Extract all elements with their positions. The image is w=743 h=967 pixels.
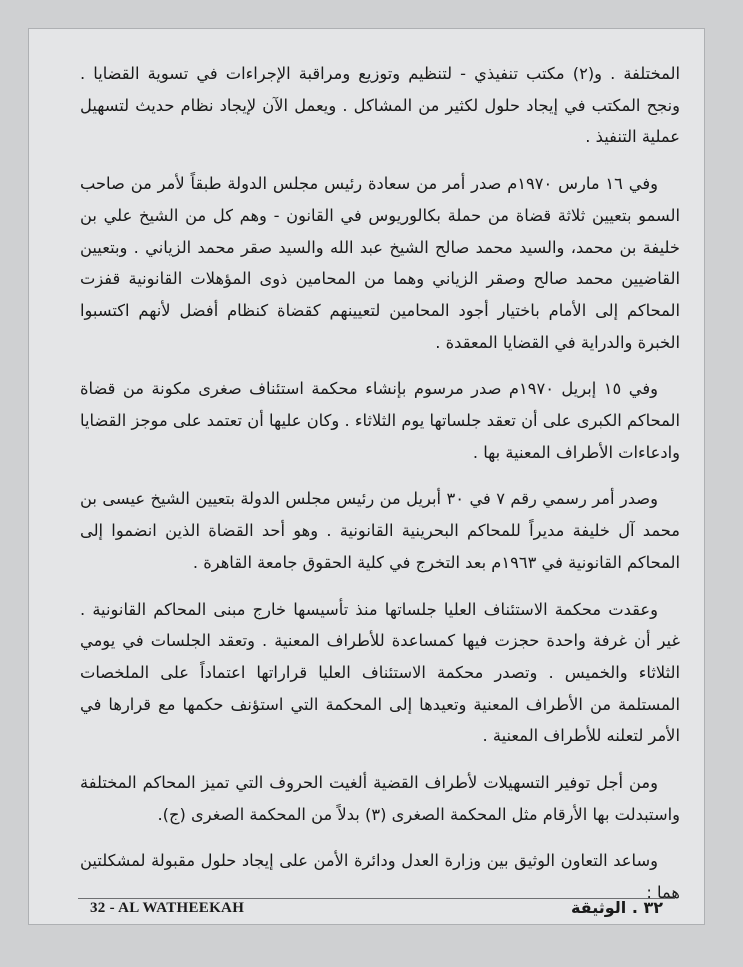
folio-english: 32 - AL WATHEEKAH	[90, 900, 245, 916]
paragraph-2: وفي ١٦ مارس ١٩٧٠م صدر أمر من سعادة رئيس مجلس الدولة طبقاً لأمر من صاحب السمو بتعيين ثلاثة قضاة من حملة بكالوريوس في القانون - وهم كل من الشيخ علي بن خليفة بن محمد، والسيد محمد صالح الشيخ عبد الله والسيد صقر محمد الزياني . وبتعيين القاضيين محمد صالح وصقر الزياني وهما من المحامين ذوى المؤهلات القانونية قفزت المحاكم إلى الأمام باختيار أجود المحامين لتعيينهم كقضاة كنظام أفضل لأنهم اكتسبوا الخبرة والدراية في القضايا المعقدة .	[80, 174, 680, 352]
page-footer	[28, 898, 705, 925]
paragraph-1: المختلفة . و(٢) مكتب تنفيذي - لتنظيم وتوزيع ومراقبة الإجراءات في تسوية القضايا . ونجح المكتب في إيجاد حلول لكثير من المشاكل . ويعمل الآن لإيجاد نظام حديث لتسهيل عملية التنفيذ .	[80, 64, 680, 147]
paragraph-3: وفي ١٥ إبريل ١٩٧٠م صدر مرسوم بإنشاء محكمة استئناف صغرى مكونة من قضاة المحاكم الكبرى على أن تعقد جلساتها يوم الثلاثاء . وكان عليها أن تعتمد على موجز القضايا وادعاءات الأطراف المعنية بها .	[80, 379, 680, 462]
paragraph-7: وساعد التعاون الوثيق بين وزارة العدل ودائرة الأمن على إيجاد حلول مقبولة لمشكلتين هما :	[80, 851, 680, 903]
paragraph-6: ومن أجل توفير التسهيلات لأطراف القضية ألغيت الحروف التي تميز المحاكم المختلفة واستبدلت بها الأرقام مثل المحكمة الصغرى (٣) بدلاً من المحكمة الصغرى (ج).	[80, 773, 680, 824]
paragraph-4: وصدر أمر رسمي رقم ٧ في ٣٠ أبريل من رئيس مجلس الدولة بتعيين الشيخ عيسى بن محمد آل خليفة مديراً للمحاكم البحرينية القانونية . وهو أحد القضاة الذين انضموا إلى المحاكم القانونية في ١٩٦٣م بعد التخرج في كلية الحقوق جامعة القاهرة .	[80, 489, 680, 572]
paragraph-5: وعقدت محكمة الاستئناف العليا جلساتها منذ تأسيسها خارج مبنى المحاكم القانونية . غير أن غرفة واحدة حجزت فيها كمساعدة للأطراف المعنية . وتعقد الجلسات في يومي الثلاثاء والخميس . وتصدر محكمة الاستئناف العليا قراراتها اعتماداً على الملخصات المستلمة من الأطراف المعنية وتعيدها إلى المحكمة التي استؤنف حكمها مع قرارها في الأمر لتعلنه للأطراف المعنية .	[80, 599, 680, 746]
folio-arabic: ٣٢ . الوثيقة	[570, 898, 663, 917]
body-text	[80, 58, 680, 909]
